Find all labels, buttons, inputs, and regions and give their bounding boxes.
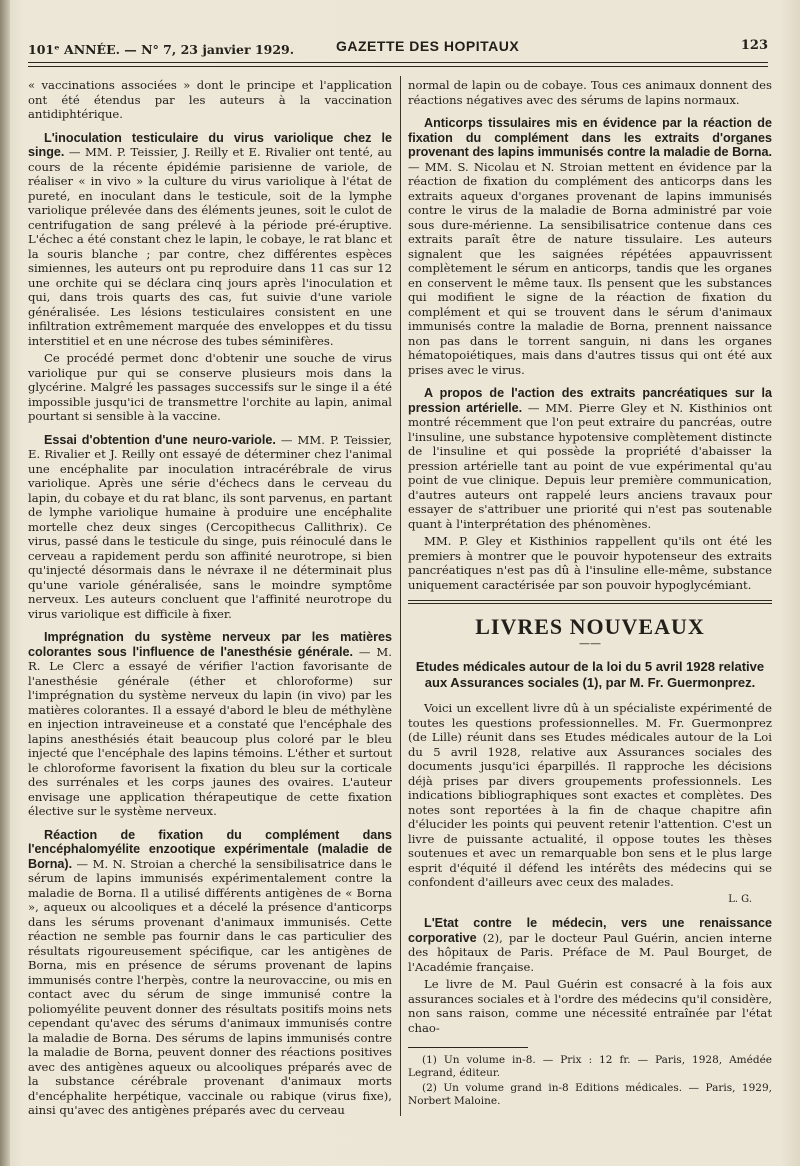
journal-title: GAZETTE DES HOPITAUX [336,38,520,54]
article-title: A propos de l'action des extraits pancréatiques sur la pression artérielle. [408,386,772,415]
book-title: Etudes médicales autour de la loi du 5 avril 1928 relative aux Assurances sociales (1), par M. Fr. Guermonprez. [415,659,765,690]
section-rule [408,600,772,604]
paragraph: MM. P. Gley et Kisthinios rappellent qu'ils ont été les premiers à montrer que le pouvoir hypotenseur des extraits pancréatiques n'est pas dû à l'insuline elle-même, substance uniquement caractérisée par son pouvoir hypoglycémiant. [408,534,772,592]
article-body: — MM. P. Teissier, E. Rivalier et J. Reilly ont essayé de déterminer chez l'animal une encéphalite par inoculation intracérébrale de virus variolique. Après une série d'échecs dans le cerveau du lapin, du cobaye et du rat blanc, ils sont parvenus, en partant de lymphe variolique humaine à produire une encéphalite mortelle chez deux singes (Cercopithecus Callithrix). Ce virus, passé dans le testicule du singe, puis réinoculé dans le cerveau a rapidement perdu son affinité neurotrope, si bien qu'injecté désormais dans le névraxe il ne déterminait plus qu'une variole généralisée, sans le moindre symptôme nerveux. Les auteurs concluent que l'affinité neurotrope du virus variolique est difficile à fixer. [28,432,392,621]
article-title: Essai d'obtention d'une neuro-variole. [44,432,276,447]
header-rule [28,62,768,63]
book-entry [408,916,772,974]
right-column [408,78,772,1110]
binding-edge [0,0,10,1166]
article-inoculation [28,131,392,349]
footnote: (1) Un volume in-8. — Prix : 12 fr. — Paris, 1928, Amédée Legrand, éditeur. [408,1054,772,1079]
section-dash: —— [579,636,601,650]
footnote: (2) Un volume grand in-8 Editions médicales. — Paris, 1929, Norbert Maloine. [408,1082,772,1107]
header-rule-2 [28,66,768,67]
paragraph: Ce procédé permet donc d'obtenir une souche de virus variolique pur qui se conserve plusieurs mois dans la glycérine. Malgré les passages successifs sur le singe il a été impossible jusqu'ici de transmettre l'orchite au lapin, animal pourtant si sensible à la vaccine. [28,351,392,423]
article-pancreas [408,386,772,531]
article-body: — M. N. Stroian a cherché la sensibilisatrice dans le sérum de lapins immunisés expérimentalement contre la maladie de Borna. Il a utilisé différents antigènes de « Borna », aqueux ou alcooliques et a décelé la présence d'anticorps dans les sérums provenant d'animaux immunisés. Cette réaction ne semble pas fournir dans le cas particulier des résultats rigoureusement spécifique, car les antigènes de Borna, mis en présence de sérums provenant de lapins immunisés contre l'herpès, contre la neurovaccine, ou mis en contact avec du sérum de singe immunisé contre la poliomyélite peuvent donner des résultats positifs moins nets cependant qu'avec des sérums d'animaux immunisés contre la maladie de Borna. Des sérums de lapins immunisés contre la maladie de Borna, peuvent donner des réactions positives avec des antigènes aqueux ou alcooliques préparés avec de la substance cérébrale provenant d'animaux morts d'encéphalite herpétique, vaccinale ou rabique (virus fixe), ainsi qu'avec des antigènes préparés avec du cerveau [28,856,392,1117]
article-body: — M. R. Le Clerc a essayé de vérifier l'action favorisante de l'anesthésie générale (éther et chloroforme) sur l'imprégnation du système nerveux du lapin (in vivo) par les matières colorantes. Il a essayé d'abord le bleu de méthylène en injection intraveineuse et a constaté que l'encéphale des lapins anesthésiés était beaucoup plus coloré par le bleu injecté que l'encéphale des lapins témoins. L'éther et surtout le chloroforme favorisent la fixation du bleu sur la corticale des surrénales et les corps jaunes des ovaires. L'auteur envisage une application thérapeutique de cette fixation élective sur le système nerveux. [28,644,392,818]
book-review: Voici un excellent livre dû à un spécialiste expérimenté de toutes les questions professionnelles. M. Fr. Guermonprez (de Lille) réunit dans ses Etudes médicales autour de la Loi du 5 avril 1928, relative aux Assurances sociales des documents jusqu'ici éparpillés. Il rapproche les décisions déjà prises par divers groupements professionnels. Les indications bibliographiques sont exactes et complètes. Des notes sont reportées à la fin de chaque chapitre afin d'élucider les points qui peuvent retenir l'attention. C'est un livre de puissante actualité, il oppose toutes les thèses soutenues et avec un remarquable bon sens et le plus large esprit d'équité il défend les intérêts des médecins qui se confondent d'ailleurs avec ceux des malades. [408,701,772,889]
article-title: Réaction de fixation du complément dans l'encéphalomyélite enzootique expérimentale (maladie de Borna). [28,827,392,871]
article-impregnation [28,630,392,819]
section-title: LIVRES NOUVEAUX [475,614,705,639]
page-header [28,38,768,60]
paragraph: « vaccinations associées » dont le principe et l'application ont été étendus par les auteurs à la vaccination antidiphtérique. [28,78,392,121]
column-divider [400,76,401,1116]
article-title: Imprégnation du système nerveux par les matières colorantes sous l'influence de l'anesthésie générale. [28,630,392,659]
paragraph: normal de lapin ou de cobaye. Tous ces animaux donnent des réactions négatives avec des sérums de lapins normaux. [408,78,772,107]
article-title: L'inoculation testiculaire du virus variolique chez le singe. [28,130,392,159]
article-anticorps [408,116,772,377]
article-borna-fixation [28,828,392,1118]
left-column [28,78,392,1121]
article-body: — MM. S. Nicolau et N. Stroian mettent en évidence par la réaction de fixation du complément des anticorps dans les extraits aqueux d'organes provenant de lapins immunisés contre le virus de la maladie de Borna administré par voie sous dure-mérienne. La sensibilisatrice contenue dans ces extraits paraît être de nature tissulaire. Les auteurs signalent que les saignées répétées appauvrissent complètement le sérum en anticorps, tandis que les organes en conservent le même taux. Ils pensent que les substances qui modifient le signe de la réaction de fixation du complément et qui se trouvent dans le sérum d'animaux immunisés contre la maladie de Borna, prennent naissance non pas dans le torrent sanguin, ni dans les organes hématopoiétiques, mais dans d'autres tissus qui ont été aux prises avec le virus. [408,159,772,377]
book-title: L'Etat contre le médecin, vers une renaissance corporative [408,916,772,945]
review-signature: L. G. [728,893,752,905]
book-review: Le livre de M. Paul Guérin est consacré à la fois aux assurances sociales et à l'ordre des médecins qu'il considère, non sans raison, comme une nécessité entraînée par l'état chao- [408,977,772,1035]
page-number: 123 [740,38,768,53]
footnote-rule [408,1047,528,1048]
book-details: (2), par le docteur Paul Guérin, ancien interne des hôpitaux de Paris. Préface de M. Paul Bourget, de l'Académie française. [408,930,772,974]
issue-info: 101ᵉ ANNÉE. — N° 7, 23 janvier 1929. [28,42,295,57]
article-body: — MM. P. Teissier, J. Reilly et E. Rivalier ont tenté, au cours de la récente épidémie parisienne de variole, de réaliser « in vivo » la culture du virus variolique à l'état de pureté, en inoculant dans le testicule, soit de la lymphe variolique prélevée dans des éléments jeunes, soit le culot de centrifugation de sang prélevé à la période pré-éruptive. L'échec a été constant chez le lapin, le cobaye, le rat blanc et la souris blanche ; par contre, chez différentes espèces simiennes, les auteurs ont pu reproduire dans 11 cas sur 12 une orchite qui se déclara cinq jours après l'inoculation et qui, dans trois quarts des cas, fut suivie d'une variole généralisée. Les lésions testiculaires consistent en une infiltration extrêmement marquée des enveloppes et du tissu interstitiel et en une nécrose des tubes séminifères. [28,145,392,348]
article-title: Anticorps tissulaires mis en évidence par la réaction de fixation du complément dans les extraits d'organes provenant des lapins immunisés contre la maladie de Borna. [408,116,772,159]
article-neuro-variole [28,433,392,622]
article-body: — MM. Pierre Gley et N. Kisthinios ont montré récemment que l'on peut extraire du pancréas, outre l'insuline, une substance hypotensive complètement distincte de l'insuline et qui possède la propriété d'abaisser la pression artérielle tant au point de vue expérimental qu'au point de vue clinique. Depuis leur première communication, d'autres auteurs ont rappelé leurs anciens travaux pour essayer de s'attribuer une priorité qui n'est pas soutenable quant à l'interprétation des phénomènes. [408,400,773,531]
